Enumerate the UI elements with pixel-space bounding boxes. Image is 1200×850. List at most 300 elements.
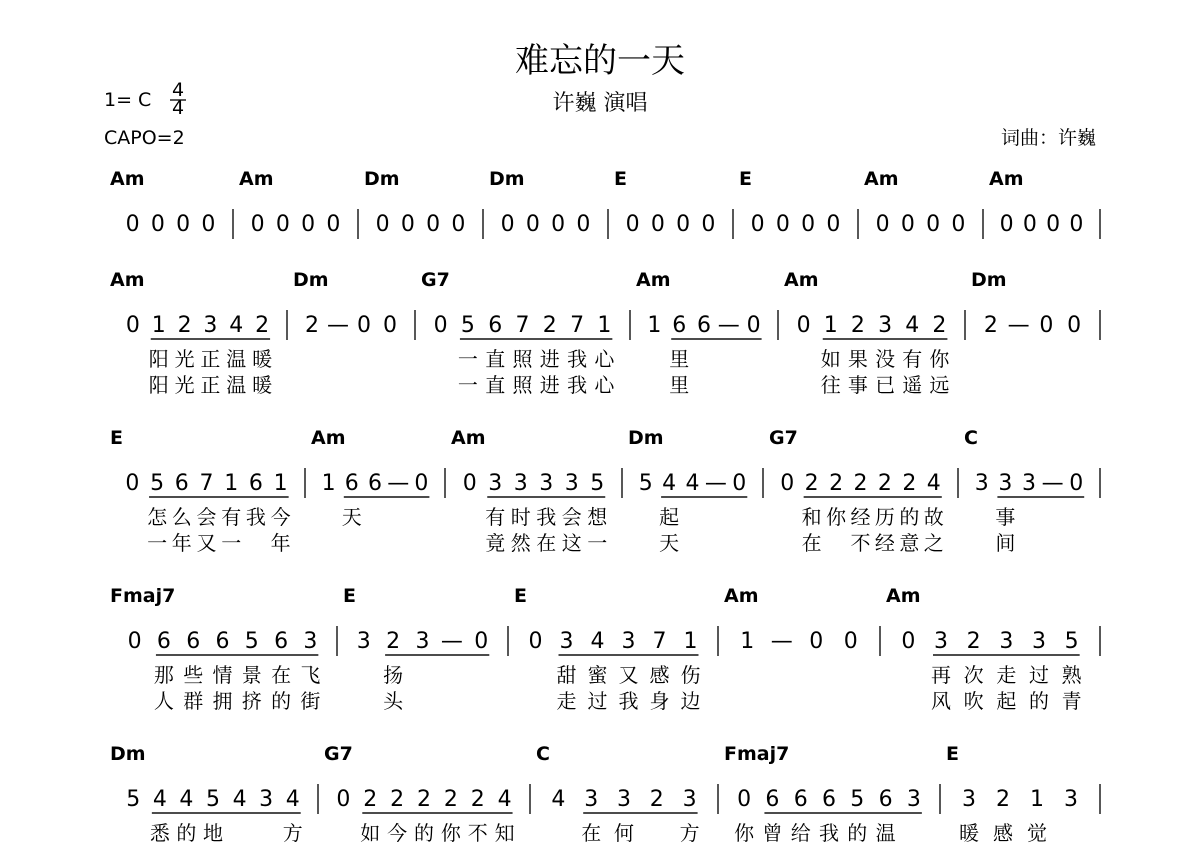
- note-digit: 6: [488, 313, 503, 338]
- lyric-char: 经: [874, 531, 895, 555]
- lyric-char: 时: [510, 505, 531, 529]
- lyric-char: 边: [680, 689, 701, 713]
- chord-symbol: E: [343, 585, 356, 607]
- note-digit: 4: [590, 629, 605, 654]
- note-digit: 2: [390, 787, 405, 812]
- lyric-char: 觉: [1027, 821, 1047, 845]
- note-digit: 7: [652, 629, 667, 654]
- note-digit: 3: [488, 471, 503, 496]
- note-digit: 0: [746, 313, 761, 338]
- note-digit: 1: [647, 313, 662, 338]
- lyric-char: 直: [485, 373, 506, 397]
- note-digit: 0: [926, 212, 941, 237]
- lyric-char: 有: [485, 505, 506, 529]
- lyric-char: 阳: [148, 347, 169, 371]
- note-digit: 5: [206, 787, 220, 812]
- note-digit: 0: [676, 212, 691, 237]
- note-digit: 0: [900, 212, 915, 237]
- note-digit: 0: [336, 787, 351, 812]
- chord-symbol: E: [739, 168, 752, 190]
- lyric-char: 再: [931, 663, 951, 687]
- note-digit: 0: [176, 212, 191, 237]
- lyric-char: 曾: [762, 821, 783, 845]
- lyric-char: 阳: [148, 373, 169, 397]
- note-digit: 2: [829, 471, 844, 496]
- lyric-char: 里: [669, 373, 690, 397]
- lyric-char: 已: [875, 373, 896, 397]
- note-digit: 1: [151, 313, 166, 338]
- note-digit: 0: [999, 212, 1014, 237]
- chord-symbol: G7: [324, 743, 353, 765]
- note-digit: 3: [559, 629, 574, 654]
- chord-symbol: Dm: [293, 269, 329, 291]
- lyric-char: 暖: [252, 347, 273, 371]
- measure: [784, 269, 965, 397]
- note-digit: 0: [843, 629, 858, 654]
- lyric-char: 感: [649, 663, 670, 687]
- chord-symbol: Am: [864, 168, 899, 190]
- measure: [864, 168, 983, 239]
- note-digit: 4: [685, 471, 700, 496]
- measure: [628, 427, 763, 555]
- lyric-char: 一: [457, 347, 478, 371]
- measure: [636, 269, 778, 397]
- chord-symbol: Fmaj7: [724, 743, 790, 765]
- measure: [886, 585, 1100, 713]
- measure: [451, 427, 622, 555]
- note-digit: 6: [765, 787, 780, 812]
- chord-symbol: Dm: [364, 168, 400, 190]
- lyric-char: 又: [618, 663, 639, 687]
- measure: [110, 168, 233, 239]
- lyric-char: 远: [929, 373, 950, 397]
- note-digit: 5: [590, 471, 605, 496]
- lyric-char: 悉: [149, 821, 170, 845]
- lyric-char: 进: [539, 373, 560, 397]
- note-digit: 7: [570, 313, 585, 338]
- lyric-char: 在: [581, 821, 602, 845]
- note-digit: 0: [780, 471, 795, 496]
- lyric-char: 光: [174, 373, 195, 397]
- measure: [514, 585, 718, 713]
- note-digit: 0: [383, 313, 397, 338]
- note-digit: 0: [357, 313, 371, 338]
- lyric-char: 和: [801, 505, 822, 529]
- dash-extension: —: [1007, 313, 1030, 338]
- note-digit: 0: [826, 212, 841, 237]
- chord-symbol: Am: [724, 585, 759, 607]
- lyric-char: 地: [203, 821, 223, 845]
- score-row: [110, 168, 1100, 239]
- measure: [110, 427, 305, 555]
- note-digit: 2: [983, 313, 998, 338]
- lyric-char: 不: [850, 531, 871, 555]
- lyric-char: 心: [594, 347, 615, 371]
- lyric-char: 又: [196, 531, 217, 555]
- lyric-char: 我: [567, 373, 588, 397]
- note-digit: 3: [998, 471, 1013, 496]
- note-digit: 6: [156, 629, 171, 654]
- measure: [311, 427, 445, 529]
- lyric-char: 在: [801, 531, 822, 555]
- chord-symbol: C: [536, 743, 550, 765]
- lyric-char: 果: [847, 347, 868, 371]
- lyric-char: 知: [494, 821, 515, 845]
- note-digit: 2: [363, 787, 378, 812]
- lyric-char: 情: [212, 663, 233, 687]
- note-digit: 6: [248, 471, 263, 496]
- note-digit: 3: [906, 787, 921, 812]
- measure: [489, 168, 608, 239]
- note-digit: 2: [443, 787, 458, 812]
- note-digit: 4: [662, 471, 677, 496]
- note-digit: 6: [672, 313, 687, 338]
- measure: [110, 743, 318, 845]
- note-digit: 2: [255, 313, 270, 338]
- measure: [946, 743, 1100, 845]
- lyric-char: 的: [414, 821, 434, 845]
- lyric-char: 我: [819, 821, 839, 845]
- lyric-char: 往: [820, 373, 841, 397]
- lyric-char: 的: [271, 689, 292, 713]
- lyric-char: 一: [147, 531, 168, 555]
- lyric-char: 走: [996, 663, 1017, 687]
- lyric-char: 的: [899, 505, 920, 529]
- dash-extension: —: [327, 313, 349, 338]
- note-digit: 3: [621, 629, 636, 654]
- chord-symbol: Fmaj7: [110, 585, 176, 607]
- lyric-char: 在: [536, 531, 557, 555]
- lyric-char: 你: [826, 505, 847, 529]
- lyric-char: 头: [383, 689, 404, 713]
- lyric-char: 的: [847, 821, 868, 845]
- note-digit: 3: [564, 471, 579, 496]
- lyric-char: 过: [1029, 663, 1049, 687]
- note-digit: 2: [386, 629, 401, 654]
- note-digit: 0: [250, 212, 265, 237]
- note-digit: 4: [497, 787, 512, 812]
- lyric-char: 挤: [241, 689, 262, 713]
- note-digit: 6: [793, 787, 808, 812]
- dash-extension: —: [770, 629, 793, 654]
- lyric-char: 青: [1061, 689, 1082, 713]
- measure: [989, 168, 1100, 239]
- lyric-char: 在: [271, 663, 292, 687]
- note-digit: 2: [966, 629, 981, 654]
- note-digit: 0: [528, 629, 543, 654]
- lyric-char: 温: [226, 373, 247, 397]
- note-digit: 3: [682, 787, 697, 812]
- lyric-char: 竟: [485, 531, 506, 555]
- note-digit: 2: [542, 313, 557, 338]
- measure: [964, 427, 1100, 555]
- lyric-char: 照: [512, 347, 533, 371]
- note-digit: 3: [974, 471, 989, 496]
- chord-symbol: G7: [421, 269, 450, 291]
- score-row: [110, 743, 1100, 845]
- note-digit: 1: [224, 471, 239, 496]
- note-digit: 3: [962, 787, 976, 812]
- note-digit: 2: [996, 787, 1010, 812]
- lyric-char: 有: [221, 505, 242, 529]
- note-digit: 0: [474, 629, 489, 654]
- lyric-char: 人: [153, 689, 174, 713]
- lyric-char: 然: [510, 531, 531, 555]
- note-digit: 5: [1064, 629, 1079, 654]
- note-digit: 3: [934, 629, 948, 654]
- note-digit: 2: [305, 313, 319, 338]
- measure: [421, 269, 630, 397]
- measure: [110, 269, 287, 397]
- lyric-char: 进: [539, 347, 560, 371]
- lyric-char: 扬: [383, 663, 404, 687]
- note-digit: 0: [576, 212, 591, 237]
- lyric-char: 历: [874, 505, 895, 529]
- chord-symbol: E: [110, 427, 123, 449]
- lyric-char: 感: [993, 821, 1013, 845]
- lyric-char: 那: [153, 663, 174, 687]
- lyric-char: 经: [850, 505, 871, 529]
- dash-extension: —: [704, 471, 727, 496]
- lyric-char: 如: [820, 347, 841, 371]
- measure: [239, 168, 358, 239]
- lyric-char: 甜: [556, 663, 577, 687]
- lyric-char: 些: [183, 663, 204, 687]
- chord-symbol: E: [946, 743, 959, 765]
- note-digit: 3: [513, 471, 528, 496]
- lyric-char: 伤: [680, 663, 701, 687]
- lyric-char: 会: [196, 505, 217, 529]
- note-digit: 0: [433, 313, 448, 338]
- capo-marking: CAPO=2: [104, 127, 185, 149]
- note-digit: 0: [732, 471, 747, 496]
- note-digit: 3: [539, 471, 554, 496]
- measure: [324, 743, 530, 845]
- note-digit: 3: [1032, 629, 1046, 654]
- dash-extension: —: [440, 629, 463, 654]
- score-row: [110, 269, 1100, 397]
- lyric-char: 如: [360, 821, 381, 845]
- chord-symbol: Dm: [110, 743, 146, 765]
- note-digit: 2: [804, 471, 819, 496]
- lyric-char: 给: [790, 821, 811, 845]
- lyric-char: 街: [300, 689, 321, 713]
- lyric-char: 我: [618, 689, 639, 713]
- lyric-char: 群: [183, 689, 204, 713]
- lyric-char: 遥: [902, 373, 923, 397]
- note-digit: 5: [460, 313, 475, 338]
- note-digit: 5: [850, 787, 865, 812]
- measure: [724, 743, 940, 845]
- lyric-char: 飞: [300, 663, 321, 687]
- note-digit: 1: [321, 471, 336, 496]
- note-digit: 0: [500, 212, 515, 237]
- lyric-char: 我: [245, 505, 266, 529]
- chord-symbol: Am: [784, 269, 819, 291]
- chord-symbol: E: [514, 585, 527, 607]
- score-rows: [110, 168, 1100, 845]
- note-digit: 7: [515, 313, 530, 338]
- note-digit: 0: [414, 471, 429, 496]
- note-digit: 3: [1064, 787, 1078, 812]
- lyric-char: 不: [467, 821, 488, 845]
- lyric-char: 方: [679, 821, 700, 845]
- note-digit: 5: [638, 471, 653, 496]
- measure: [536, 743, 718, 845]
- note-digit: 0: [801, 212, 816, 237]
- lyric-char: 怎: [147, 505, 168, 529]
- lyric-char: 走: [556, 689, 577, 713]
- note-digit: 0: [275, 212, 290, 237]
- lyric-char: 事: [847, 373, 868, 397]
- note-digit: 4: [551, 787, 566, 812]
- lyric-char: 一: [587, 531, 608, 555]
- note-digit: 3: [303, 629, 318, 654]
- note-digit: 0: [451, 212, 466, 237]
- note-digit: 0: [125, 313, 140, 338]
- lyric-char: 一: [457, 373, 478, 397]
- note-digit: 6: [344, 471, 359, 496]
- measure: [110, 585, 337, 713]
- note-digit: 1: [273, 471, 288, 496]
- time-signature-denominator: 4: [171, 97, 185, 119]
- chord-symbol: Am: [239, 168, 274, 190]
- note-digit: 1: [823, 313, 838, 338]
- lyric-char: 间: [995, 531, 1016, 555]
- lyric-char: 今: [270, 505, 291, 529]
- lyric-char: 次: [963, 663, 984, 687]
- lyric-char: 暖: [959, 821, 979, 845]
- chord-symbol: Am: [636, 269, 671, 291]
- note-digit: 5: [126, 787, 141, 812]
- lyric-char: 心: [594, 373, 615, 397]
- chord-symbol: Am: [110, 168, 145, 190]
- note-digit: 5: [150, 471, 165, 496]
- note-digit: 0: [301, 212, 316, 237]
- note-digit: 4: [152, 787, 167, 812]
- lyric-char: 有: [902, 347, 923, 371]
- dash-extension: —: [1041, 471, 1064, 496]
- note-digit: 3: [203, 313, 218, 338]
- lyric-char: 你: [929, 347, 950, 371]
- performer-line: 许巍 演唱: [552, 91, 648, 116]
- chord-symbol: G7: [769, 427, 798, 449]
- note-digit: 2: [853, 471, 868, 496]
- lyric-char: 温: [226, 347, 247, 371]
- note-digit: 6: [186, 629, 201, 654]
- note-digit: 2: [649, 787, 664, 812]
- lyric-char: 熟: [1061, 663, 1082, 687]
- lyric-char: 天: [341, 505, 362, 529]
- score-row: [110, 585, 1100, 713]
- note-digit: 0: [901, 629, 916, 654]
- note-digit: 2: [850, 313, 865, 338]
- note-digit: 1: [740, 629, 755, 654]
- lyric-char: 没: [875, 347, 896, 371]
- lyric-char: 正: [200, 373, 221, 397]
- lyric-char: 里: [669, 347, 690, 371]
- lyric-char: 蜜: [587, 663, 608, 687]
- chord-symbol: Dm: [489, 168, 525, 190]
- lyric-char: 身: [649, 689, 670, 713]
- note-digit: 0: [525, 212, 540, 237]
- lyric-char: 之: [923, 531, 944, 555]
- note-digit: 0: [1046, 212, 1061, 237]
- note-digit: 4: [926, 471, 941, 496]
- note-digit: 6: [215, 629, 230, 654]
- lyric-char: 何: [614, 821, 634, 845]
- lyric-char: 吹: [963, 689, 984, 713]
- note-digit: 0: [400, 212, 415, 237]
- note-digit: 5: [244, 629, 259, 654]
- note-digit: 0: [796, 313, 811, 338]
- note-digit: 2: [417, 787, 431, 812]
- lyric-char: 景: [241, 663, 262, 687]
- lyric-char: 暖: [252, 373, 273, 397]
- dash-extension: —: [387, 471, 410, 496]
- note-digit: 2: [877, 471, 892, 496]
- lyric-char: 的: [176, 821, 197, 845]
- time-signature-numerator: 4: [171, 79, 185, 101]
- note-digit: 2: [902, 471, 917, 496]
- note-digit: 0: [426, 212, 441, 237]
- lyric-char: 你: [734, 821, 755, 845]
- lyric-char: 天: [659, 531, 680, 555]
- note-digit: 3: [415, 629, 430, 654]
- note-digit: 0: [701, 212, 716, 237]
- lyric-char: 么: [171, 505, 192, 529]
- lyric-char: 我: [536, 505, 557, 529]
- chord-symbol: Am: [110, 269, 145, 291]
- lyric-char: 拥: [212, 689, 233, 713]
- lyric-char: 温: [875, 821, 896, 845]
- lyric-char: 我: [567, 347, 588, 371]
- note-digit: 0: [1022, 212, 1037, 237]
- note-digit: 3: [356, 629, 371, 654]
- measure: [293, 269, 415, 340]
- lyric-char: 的: [1029, 689, 1049, 713]
- note-digit: 2: [932, 313, 947, 338]
- note-digit: 0: [462, 471, 477, 496]
- lyric-char: 你: [440, 821, 461, 845]
- measure: [614, 168, 733, 239]
- lyric-char: 今: [387, 821, 408, 845]
- chord-symbol: E: [614, 168, 627, 190]
- note-digit: 6: [174, 471, 189, 496]
- lyric-char: 光: [174, 347, 195, 371]
- dash-extension: —: [717, 313, 740, 338]
- note-digit: 3: [259, 787, 274, 812]
- note-digit: 0: [127, 629, 142, 654]
- note-digit: 0: [750, 212, 765, 237]
- note-digit: 0: [737, 787, 752, 812]
- note-digit: 3: [1022, 471, 1036, 496]
- note-digit: 0: [625, 212, 640, 237]
- note-digit: 4: [232, 787, 247, 812]
- note-digit: 3: [878, 313, 893, 338]
- lyric-char: 年: [171, 531, 192, 555]
- note-digit: 1: [597, 313, 612, 338]
- note-digit: 0: [951, 212, 966, 237]
- note-digit: 1: [683, 629, 698, 654]
- chord-symbol: Am: [989, 168, 1024, 190]
- note-digit: 4: [229, 313, 244, 338]
- note-digit: 0: [375, 212, 390, 237]
- lyric-char: 事: [995, 505, 1016, 529]
- measure: [364, 168, 483, 239]
- note-digit: 0: [551, 212, 566, 237]
- song-title: 难忘的一天: [515, 41, 685, 81]
